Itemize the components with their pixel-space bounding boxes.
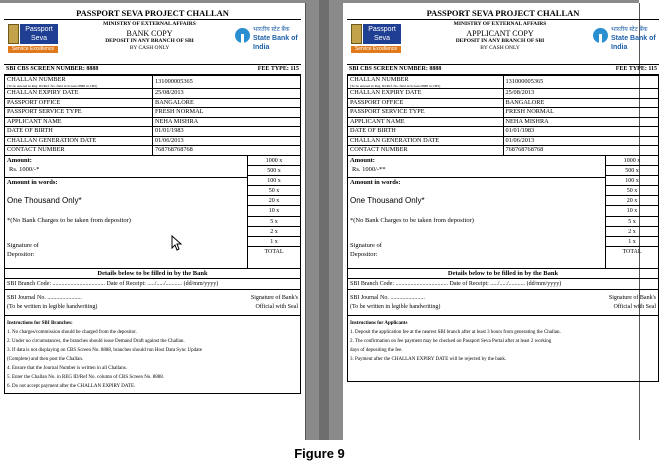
screen-number-row: SBI CBS SCREEN NUMBER: 8888 FEE TYPE: 115 <box>347 65 659 75</box>
amount-section: Amount: Rs. 1000/-* Amount in words: One Thousand Only* *(No Bank Charges to be taken from depositor) Signature of Depositor: 1000 x 500 x 100 x 50 x 20 x 10 x 5 x 2 x 1 x TOTAL <box>4 156 301 269</box>
amount-in-words: One Thousand Only* <box>7 195 82 205</box>
applicant-copy-page <box>343 3 657 440</box>
table-row: PASSPORT OFFICE BANGALORE <box>348 98 659 108</box>
table-row: CHALLAN EXPIRY DATE 25/08/2013 <box>348 89 659 99</box>
table-row: PASSPORT SERVICE TYPE FRESH NORMAL <box>5 108 301 118</box>
table-row: CHALLAN NUMBER (To be entered in Reg. ID/Ref. No. field in Screen-8888 in CBS) 131000005365 <box>5 76 301 89</box>
table-row: CHALLAN GENERATION DATE 01/06/2013 <box>348 136 659 146</box>
table-row: CONTACT NUMBER 768768768768 <box>348 146 659 156</box>
sbi-icon <box>593 28 608 43</box>
journal-row: SBI Journal No. ....................... (To be written in legible handwriting) Signature of Bank's Official with Seal <box>347 290 659 316</box>
copy-type: BANK COPY <box>126 28 173 38</box>
sbi-icon <box>235 28 250 43</box>
challan-title: PASSPORT SEVA PROJECT CHALLAN <box>426 8 580 18</box>
table-row: CHALLAN GENERATION DATE 01/06/2013 <box>5 136 301 146</box>
page-gutter <box>306 0 343 440</box>
amount-value: Rs. 1000/-** <box>352 165 386 173</box>
challan-details-table <box>347 75 659 156</box>
challan-header <box>4 19 301 65</box>
table-row: APPLICANT NAME NEHA MISHRA <box>5 117 301 127</box>
table-row: APPLICANT NAME NEHA MISHRA <box>348 117 659 127</box>
passport-seva-logo: Passport Seva Service Excellence <box>8 24 58 54</box>
instructions-block: Instructions for SBI Branches: 1. No charges/commission should be charged from the depositor. 2. Under no circumstances, the branches should issue Demand Draft against the Challan. 3. If data is not displaying on CBS Screen No. 8888, branches should run Host Data Sync Update (Complete) and then post the Challan. 4. Ensure that the Journal Number is written in all Challans. 5. Enter the Challan No. in REG ID/Ref No. column of CBS Screen No. 8888. 6. Do not accept payment after the CHALLAN EXPIRY DATE. <box>4 316 301 394</box>
table-row: CONTACT NUMBER 768768768768 <box>5 146 301 156</box>
copy-type: APPLICANT COPY <box>466 28 534 38</box>
screen-number-row: SBI CBS SCREEN NUMBER: 8888 FEE TYPE: 115 <box>4 65 301 75</box>
emblem-icon <box>8 24 19 44</box>
amount-value: Rs. 1000/-* <box>9 165 40 173</box>
table-row: PASSPORT SERVICE TYPE FRESH NORMAL <box>348 108 659 118</box>
amount-in-words: One Thousand Only* <box>350 195 425 205</box>
table-row: CHALLAN NUMBER (To be entered in Reg. ID/Ref. No. field in Screen-8888 in CBS) 131000005365 <box>348 76 659 89</box>
bank-section-heading: Details below to be filled in by the Bank <box>347 269 659 279</box>
challan-details-table <box>4 75 301 156</box>
table-row: PASSPORT OFFICE BANGALORE <box>5 98 301 108</box>
header-center: MINISTRY OF EXTERNAL AFFAIRS APPLICANT COPY DEPOSIT IN ANY BRANCH OF SBI BY CASH ONLY <box>407 21 593 53</box>
challan-title: PASSPORT SEVA PROJECT CHALLAN <box>76 8 229 18</box>
denomination-column: 1000 x 500 x 100 x 50 x 20 x 10 x 5 x 2 x 1 x TOTAL <box>606 156 658 258</box>
sbi-logo: भारतीय स्टेट बैंक State Bank of India <box>235 26 299 48</box>
header-center: MINISTRY OF EXTERNAL AFFAIRS BANK COPY DEPOSIT IN ANY BRANCH OF SBI BY CASH ONLY <box>64 21 235 53</box>
table-row: DATE OF BIRTH 01/01/1983 <box>348 127 659 137</box>
table-row: CHALLAN EXPIRY DATE 25/08/2013 <box>5 89 301 99</box>
instructions-block: Instructions for Applicants 1. Deposit the application fee at the nearest SBI branch after at least 3 hours from generating the Challan. 2. The confirmation on fee payment may be checked on Passport Seva Portal after at least 2 working days of depositing the fee. 3. Payment after the CHALLAN EXPIRY DATE will be rejected by the bank. <box>347 316 659 382</box>
sbi-logo: भारतीय स्टेट बैंक State Bank of India <box>593 26 657 48</box>
challan-header <box>347 19 659 65</box>
figure-caption: Figure 9 <box>294 446 345 461</box>
branch-code-row: SBI Branch Code: ................................... Date of Receipt: ...../...../........... (dd/mm/yyyy) <box>4 279 301 290</box>
emblem-icon <box>351 24 362 44</box>
branch-code-row: SBI Branch Code: ................................... Date of Receipt: ...../...../........... (dd/mm/yyyy) <box>347 279 659 290</box>
journal-row: SBI Journal No. ....................... (To be written in legible handwriting) Signature of Bank's Official with Seal <box>4 290 301 316</box>
denomination-column: 1000 x 500 x 100 x 50 x 20 x 10 x 5 x 2 x 1 x TOTAL <box>248 156 300 258</box>
table-row: DATE OF BIRTH 01/01/1983 <box>5 127 301 137</box>
passport-seva-logo: Passport Seva Service Excellence <box>351 24 401 54</box>
bank-section-heading: Details below to be filled in by the Bank <box>4 269 301 279</box>
bank-copy-page <box>0 3 306 440</box>
amount-section: Amount: Rs. 1000/-** Amount in words: One Thousand Only* *(No Bank Charges to be taken from depositor) Signature of Depositor: 1000 x 500 x 100 x 50 x 20 x 10 x 5 x 2 x 1 x TOTAL <box>347 156 659 269</box>
mouse-cursor-icon <box>171 235 181 251</box>
scrollbar[interactable] <box>319 0 329 440</box>
